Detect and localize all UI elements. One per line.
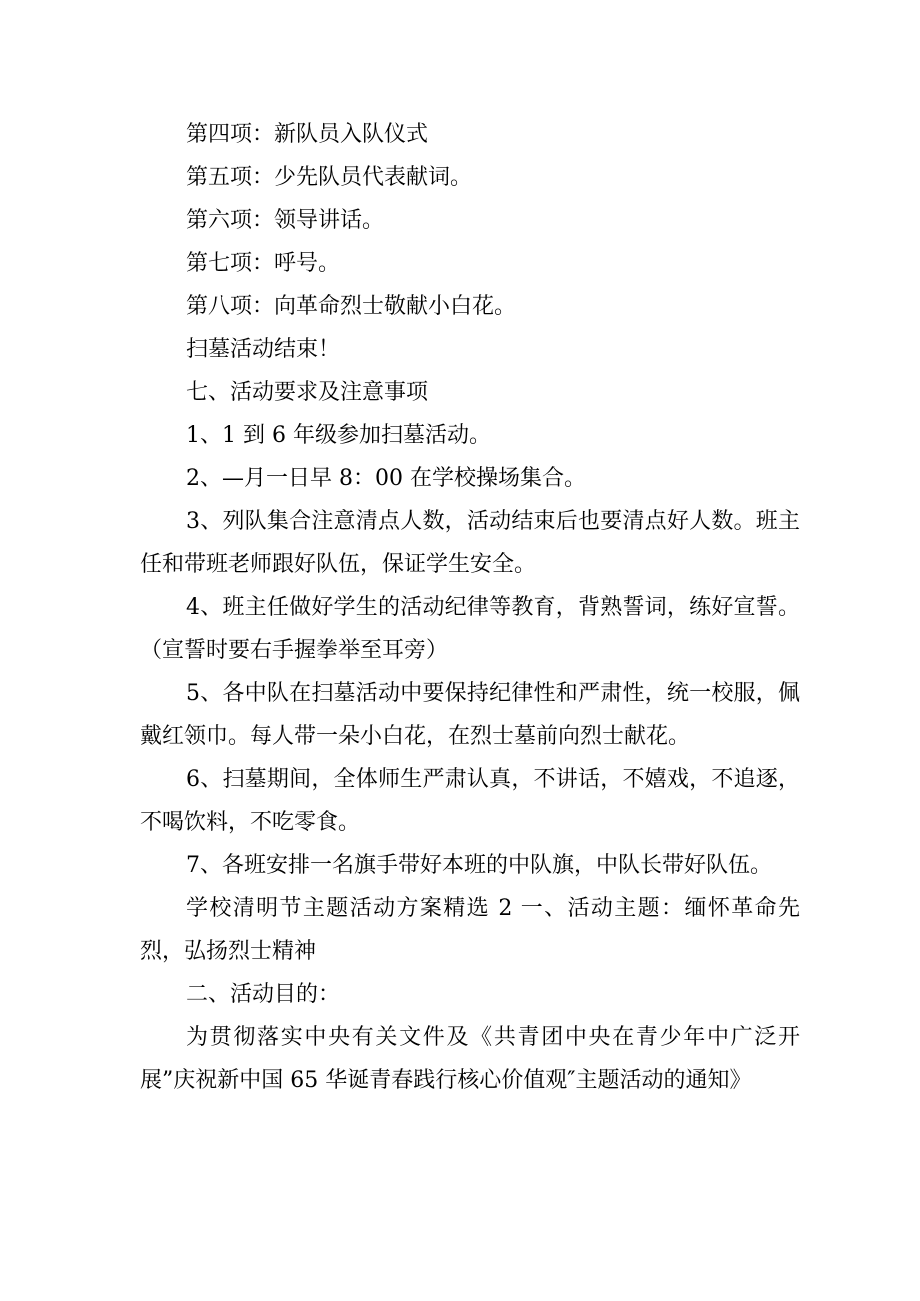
requirement-6: 6、扫墓期间，全体师生严肃认真，不讲话，不嬉戏，不追逐，不喝饮料，不吃零食。: [140, 767, 800, 835]
plan-2-theme: 学校清明节主题活动方案精选 2 一、活动主题：缅怀革命先烈，弘扬烈士精神: [140, 896, 800, 964]
requirement-4: 4、班主任做好学生的活动纪律等教育，背熟誓词，练好宣誓。（宣誓时要右手握拳举至耳旁）: [140, 595, 800, 663]
paragraph-item-8-flowers: 第八项：向革命烈士敬献小白花。: [186, 294, 517, 319]
purpose-paragraph: 为贯彻落实中央有关文件及《共青团中央在青少年中广泛开展”庆祝新中国 65 华诞青春践行核心价值观″主题活动的通知》: [140, 1025, 800, 1093]
requirement-2: 2、—月一日早 8：00 在学校操场集合。: [186, 466, 586, 491]
paragraph-item-5-speech: 第五项：少先队员代表献词。: [186, 165, 473, 190]
paragraph-item-4-ceremony: 第四项：新队员入队仪式: [186, 122, 429, 147]
paragraph-item-6-leader-speech: 第六项：领导讲话。: [186, 208, 385, 233]
requirement-7: 7、各班安排一名旗手带好本班的中队旗，中队长带好队伍。: [186, 853, 772, 878]
section-heading-purpose: 二、活动目的：: [186, 982, 341, 1007]
document-body: [140, 113, 800, 1102]
section-heading-requirements: 七、活动要求及注意事项: [186, 380, 429, 405]
requirement-5: 5、各中队在扫墓活动中要保持纪律性和严肃性，统一校服，佩戴红领巾。每人带一朵小白花，在烈士墓前向烈士献花。: [140, 681, 800, 749]
requirement-1: 1、1 到 6 年级参加扫墓活动。: [186, 423, 491, 448]
requirement-3: 3、列队集合注意清点人数，活动结束后也要清点好人数。班主任和带班老师跟好队伍，保证学生安全。: [140, 509, 800, 577]
paragraph-activity-end: 扫墓活动结束！: [186, 337, 341, 362]
paragraph-item-7-slogan: 第七项：呼号。: [186, 251, 341, 276]
